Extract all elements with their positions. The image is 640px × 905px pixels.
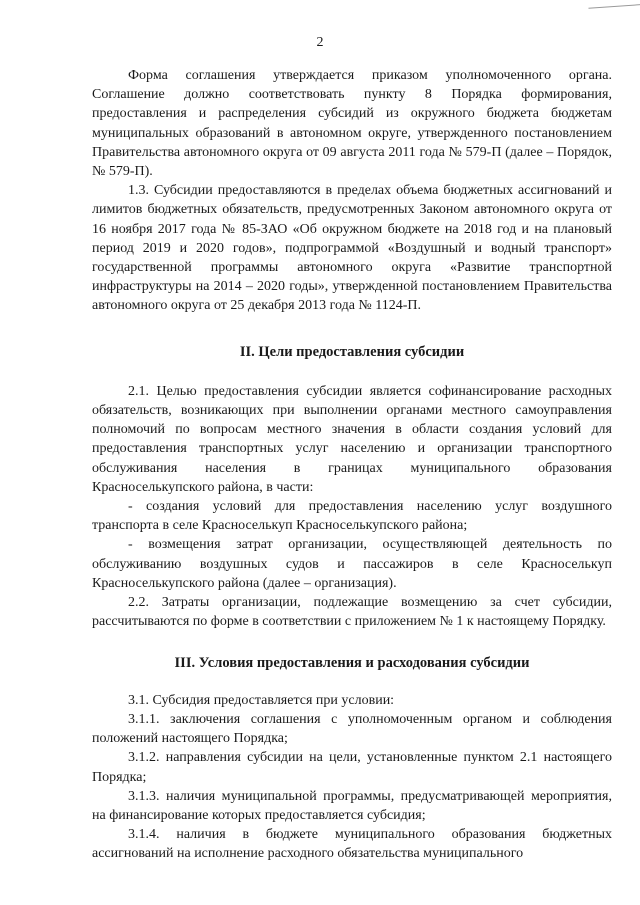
paragraph-agreement-form: Форма соглашения утверждается приказом уполномоченного органа. Соглашение должно соответствовать пункту 8 Порядка формирования, предоставления и распределения субсидий из окружного бюджета бюджетам муниципальных образований в автономном округе, утвержденного постановлением Правительства автономного округа от 09 августа 2011 года № 579-П (далее – Порядок, № 579-П).	[92, 68, 612, 180]
paragraph-3-1-3: 3.1.3. наличия муниципальной программы, предусматривающей мероприятия, на финансирование которых предоставляется субсидия;	[92, 788, 612, 823]
paragraph-3-1-1: 3.1.1. заключения соглашения с уполномоченным органом и соблюдения положений настоящего Порядка;	[92, 711, 612, 747]
section-2-heading: II. Цели предоставления субсидии	[239, 343, 465, 360]
paragraph-3-1-2: 3.1.2. направления субсидии на цели, установленные пунктом 2.1 настоящего Порядка;	[92, 750, 612, 785]
list-item-cost-compensation: - возмещения затрат организации, осуществляющей деятельность по обслуживанию воздушных судов и пассажиров в селе Красноселькуп Красноселькупского района (далее – организация).	[92, 537, 612, 591]
document-body	[92, 66, 612, 864]
page-number: 2	[316, 35, 324, 50]
section-3-heading: III. Условия предоставления и расходования субсидии	[174, 655, 530, 672]
paragraph-2-2: 2.2. Затраты организации, подлежащие возмещению за счет субсидии, рассчитываются по форме в соответствии с приложением № 1 к настоящему Порядку.	[92, 595, 612, 630]
list-item-air-transport: - создания условий для предоставления населению услуг воздушного транспорта в селе Красноселькуп Красноселькупского района;	[92, 499, 612, 534]
paragraph-2-1: 2.1. Целью предоставления субсидии является софинансирование расходных обязательств, возникающих при выполнении органами местного самоуправления полномочий по вопросам местного значения в области создания условий для предоставления транспортных услуг населению и организации транспортного обслуживания населения в границах муниципального образования Красноселькупского района, в части:	[92, 383, 612, 495]
paragraph-1-3: 1.3. Субсидии предоставляются в пределах объема бюджетных ассигнований и лимитов бюджетных обязательств, предусмотренных Законом автономного округа от 16 ноября 2017 года № 85-ЗАО «Об окружном бюджете на 2018 год и на плановый период 2019 и 2020 годов», подпрограммой «Воздушный и водный транспорт» государственной программы автономного округа «Развитие транспортной инфраструктуры на 2014 – 2020 годы», утвержденной постановлением Правительства автономного округа от 25 декабря 2013 года № 1124-П.	[92, 183, 612, 314]
scan-corner-mark	[588, 0, 640, 9]
paragraph-3-1: 3.1. Субсидия предоставляется при условии:	[128, 692, 395, 708]
paragraph-3-1-4: 3.1.4. наличия в бюджете муниципального образования бюджетных ассигнований на исполнение расходного обязательства муниципального	[92, 827, 612, 862]
